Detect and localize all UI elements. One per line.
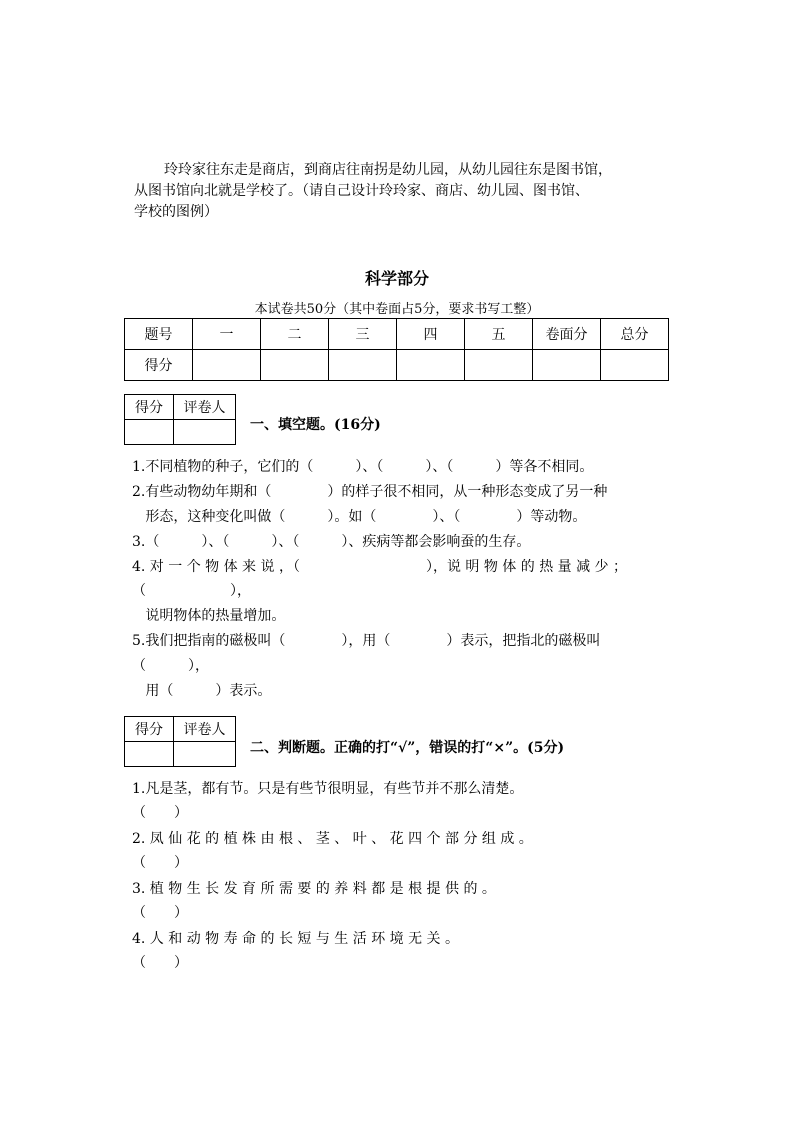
- fill-question-1: 1.不同植物的种子，它们的（ ）、（ ）、（ ）等各不相同。: [132, 459, 594, 475]
- judge-blank-2[interactable]: （ ）: [132, 855, 188, 871]
- fill-question-4-blank: （ ），: [132, 583, 251, 599]
- score-header-cell: 五: [465, 319, 533, 350]
- judge-question-1: 1.凡是茎，都有节。只是有些节很明显，有些节并不那么清楚。: [132, 781, 524, 797]
- page-title: 科学部分: [364, 269, 429, 288]
- section2-heading: 二、判断题。正确的打“√”，错误的打“×”。(5分): [250, 740, 565, 756]
- grader-score-cell[interactable]: [125, 742, 174, 767]
- fill-question-5-cont: 用（ ）表示。: [132, 683, 272, 699]
- score-header-cell: 四: [397, 319, 465, 350]
- score-table-header-row: [125, 319, 669, 350]
- grader-score-label: 得分: [125, 717, 174, 742]
- score-cell[interactable]: [397, 350, 465, 381]
- grader-name-label: 评卷人: [174, 717, 236, 742]
- fill-question-2-cont: 形态，这种变化叫做（ ）。如（ ）、（ ）等动物。: [132, 509, 587, 525]
- section1-heading: 一、填空题。(16分): [250, 417, 381, 433]
- grader-score-cell[interactable]: [125, 420, 174, 445]
- judge-blank-3[interactable]: （ ）: [132, 905, 188, 921]
- score-cell[interactable]: [261, 350, 329, 381]
- fill-question-4: 4. 对 一 个 物 体 来 说 ，（ ），说 明 物 体 的 热 量 减 少 ；: [132, 559, 628, 575]
- fill-question-4-cont: 说明物体的热量增加。: [132, 608, 286, 624]
- intro-line-1: 玲玲家往东走是商店，到商店往南拐是幼儿园，从幼儿园往东是图书馆，: [164, 162, 612, 178]
- grader-name-cell[interactable]: [174, 420, 236, 445]
- judge-blank-4[interactable]: （ ）: [132, 955, 188, 971]
- score-header-cell: 总分: [601, 319, 669, 350]
- judge-blank-1[interactable]: （ ）: [132, 805, 188, 821]
- judge-question-3: 3. 植 物 生 长 发 育 所 需 要 的 养 料 都 是 根 提 供 的 。: [132, 881, 496, 897]
- score-table-score-row: [125, 350, 669, 381]
- score-table: [124, 318, 669, 381]
- page-subtitle: 本试卷共50分（其中卷面占5分，要求书写工整）: [254, 302, 540, 317]
- section2-grader-table: [124, 716, 236, 767]
- grader-score-label: 得分: [125, 395, 174, 420]
- intro-paragraph: [134, 160, 674, 223]
- intro-line-3: 学校的图例）: [134, 204, 218, 220]
- intro-line-2: 从图书馆向北就是学校了。（请自己设计玲玲家、商店、幼儿园、图书馆、: [134, 183, 589, 199]
- grader-name-cell[interactable]: [174, 742, 236, 767]
- section1-grader-table: [124, 394, 236, 445]
- fill-question-5: 5.我们把指南的磁极叫（ ），用（ ）表示，把指北的磁极叫: [132, 633, 601, 649]
- score-header-cell: 二: [261, 319, 329, 350]
- score-row-label: 得分: [125, 350, 193, 381]
- score-cell[interactable]: [465, 350, 533, 381]
- score-header-cell: 三: [329, 319, 397, 350]
- score-header-cell: 一: [193, 319, 261, 350]
- grader-name-label: 评卷人: [174, 395, 236, 420]
- score-cell[interactable]: [329, 350, 397, 381]
- fill-question-2: 2.有些动物幼年期和（ ）的样子很不相同，从一种形态变成了另一种: [132, 484, 608, 500]
- score-header-cell: 题号: [125, 319, 193, 350]
- judge-question-4: 4. 人 和 动 物 寿 命 的 长 短 与 生 活 环 境 无 关 。: [132, 931, 460, 947]
- score-cell[interactable]: [533, 350, 601, 381]
- judge-question-2: 2. 凤 仙 花 的 植 株 由 根 、 茎 、 叶 、 花 四 个 部 分 组 成 。: [132, 831, 533, 847]
- fill-question-5-blank: （ ），: [132, 658, 209, 674]
- fill-question-3: 3.（ ）、（ ）、（ ）、疾病等都会影响蚕的生存。: [132, 534, 531, 550]
- score-cell[interactable]: [193, 350, 261, 381]
- score-cell[interactable]: [601, 350, 669, 381]
- score-header-cell: 卷面分: [533, 319, 601, 350]
